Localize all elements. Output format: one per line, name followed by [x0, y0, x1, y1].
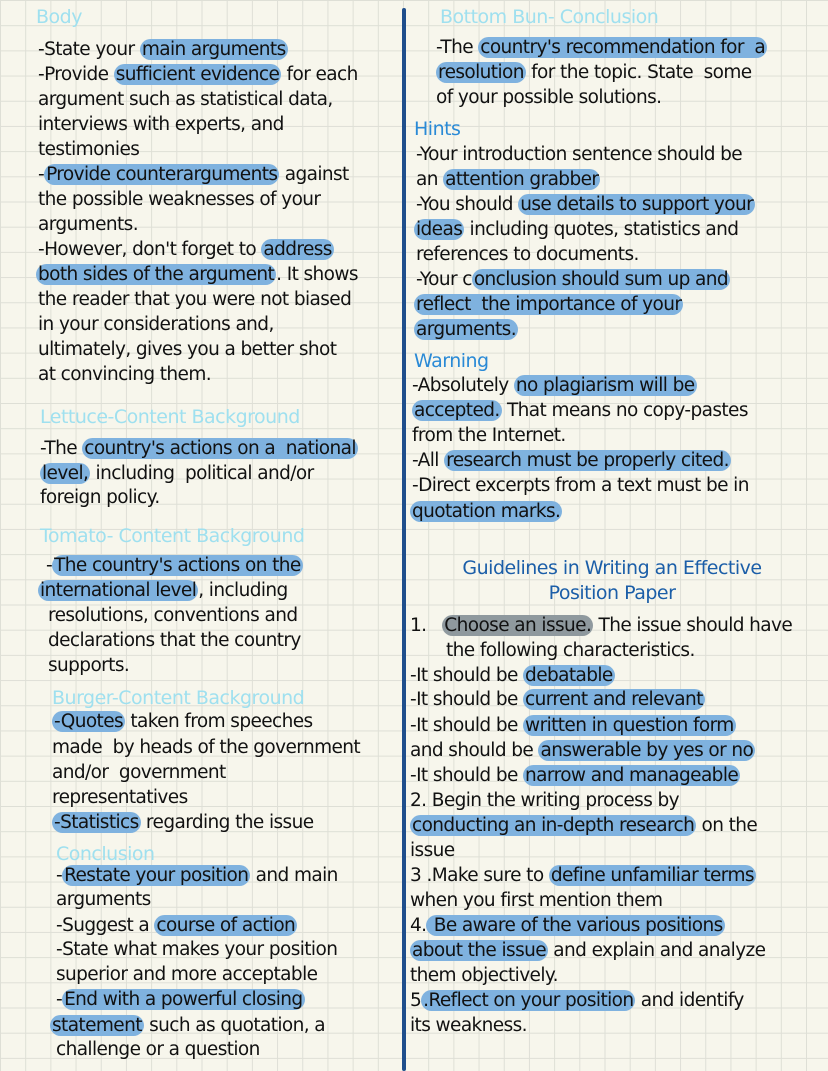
text-segment: -It should be: [410, 715, 524, 736]
highlighted-text: attention grabber: [445, 169, 599, 190]
text-segment: supports.: [48, 655, 130, 676]
text-segment: -Your introduction sentence should be: [416, 144, 743, 165]
text-segment: -: [46, 555, 53, 576]
note-line: [410, 964, 558, 988]
note-line: [40, 486, 160, 510]
note-line: [38, 579, 288, 603]
highlighted-text: onclusion should sum up and: [473, 269, 729, 290]
note-line: [52, 811, 313, 835]
text-segment: -You should: [416, 194, 519, 215]
note-line: [48, 629, 301, 653]
note-line: [412, 374, 697, 398]
highlighted-text: Provide counterarguments: [46, 164, 278, 185]
note-line: [56, 938, 337, 962]
note-line: [38, 63, 358, 87]
note-line: [52, 710, 313, 734]
note-line: [38, 113, 284, 137]
text-segment: on the: [696, 815, 758, 836]
highlighted-text: arguments.: [416, 319, 516, 340]
note-line: [38, 288, 351, 312]
page-title: Guidelines in Writing an Effective: [462, 557, 762, 579]
note-line: [436, 61, 752, 85]
note-line: [410, 500, 562, 524]
highlighted-text: reflect the importance of your: [416, 294, 682, 315]
note-line: [38, 138, 139, 162]
highlighted-text: main arguments: [141, 39, 286, 60]
highlighted-text: Choose an issue.: [444, 615, 592, 636]
text-segment: and should be: [410, 740, 539, 761]
text-segment: -Direct excerpts from a text must be in: [412, 475, 749, 496]
note-line: [446, 639, 695, 663]
note-line: [52, 736, 360, 760]
note-line: [56, 963, 317, 987]
text-segment: of your possible solutions.: [436, 87, 662, 108]
highlighted-text: narrow and manageable: [525, 765, 739, 786]
note-line: [436, 86, 661, 110]
note-line: [416, 168, 600, 192]
note-line: [36, 263, 358, 287]
text-segment: for each: [281, 64, 358, 85]
note-line: [412, 474, 749, 498]
text-segment: the reader that you were not biased: [38, 289, 352, 310]
note-line: [40, 437, 358, 461]
text-segment: references to documents.: [416, 244, 639, 265]
note-line: [410, 939, 765, 963]
highlighted-text: current and relevant: [525, 689, 703, 710]
text-segment: -Suggest a: [56, 915, 155, 936]
text-segment: -However, don't forget to: [38, 239, 262, 260]
page-title: Position Paper: [548, 582, 676, 604]
highlighted-text: -Statistics: [54, 812, 139, 833]
highlighted-text: -Quotes: [54, 711, 124, 732]
note-line: [436, 36, 767, 60]
highlighted-text: Restate your position: [64, 865, 249, 886]
text-segment: -The: [436, 37, 479, 58]
note-line: [410, 889, 662, 913]
section-heading-bottom-bun-conclusion: Bottom Bun- Conclusion: [440, 6, 659, 28]
text-segment: the possible weaknesses of your: [38, 189, 321, 210]
note-line: [410, 814, 757, 838]
text-segment: 4.: [410, 915, 427, 936]
highlighted-text: accepted.: [414, 400, 500, 421]
text-segment: -State your: [38, 39, 140, 60]
text-segment: including quotes, statistics and: [464, 219, 739, 240]
note-line: [412, 399, 748, 423]
text-segment: The issue should have: [593, 615, 793, 636]
highlighted-text: resolution: [438, 62, 524, 83]
text-segment: arguments.: [38, 214, 138, 235]
section-heading-warning: Warning: [414, 350, 489, 372]
note-line: [410, 1014, 527, 1038]
text-segment: 3 .Make sure to: [410, 865, 549, 886]
text-segment: its weakness.: [410, 1015, 527, 1036]
text-segment: at convincing them.: [38, 364, 212, 385]
section-heading-hints: Hints: [414, 118, 461, 140]
note-line: [410, 714, 736, 738]
highlighted-text: answerable by yes or no: [540, 740, 754, 761]
highlighted-text: define unfamiliar terms: [550, 865, 754, 886]
text-segment: , including: [198, 580, 288, 601]
section-heading-conclusion: Conclusion: [56, 843, 155, 865]
text-segment: such as quotation, a: [143, 1015, 326, 1036]
text-segment: and explain and analyze: [548, 940, 766, 961]
highlighted-text: no plagiarism will be: [515, 375, 695, 396]
note-line: [414, 318, 518, 342]
text-segment: issue: [410, 840, 455, 861]
text-segment: -Provide: [38, 64, 114, 85]
note-line: [416, 143, 742, 167]
column-divider: [402, 8, 406, 1071]
text-segment: and identify: [635, 990, 744, 1011]
note-line: [38, 363, 211, 387]
text-segment: 2. Begin the writing process by: [410, 790, 680, 811]
text-segment: argument such as statistical data,: [38, 89, 333, 110]
highlighted-text: .Reflect on your position: [423, 990, 634, 1011]
note-line: [410, 839, 455, 863]
text-segment: -All: [412, 450, 445, 471]
note-line: [38, 163, 349, 187]
highlighted-text: The country's actions on the: [54, 555, 301, 576]
text-segment: -It should be: [410, 765, 524, 786]
text-segment: 5: [410, 990, 422, 1011]
note-line: [38, 313, 274, 337]
text-segment: including political and/or: [90, 463, 314, 484]
note-line: [410, 614, 792, 638]
note-line: [412, 449, 731, 473]
highlighted-text: both sides of the argument: [38, 264, 275, 285]
note-line: [56, 1038, 260, 1062]
note-line: [40, 462, 314, 486]
highlighted-text: ideas: [416, 219, 463, 240]
note-line: [38, 188, 320, 212]
note-line: [414, 218, 738, 242]
text-segment: from the Internet.: [412, 425, 566, 446]
text-segment: superior and more acceptable: [56, 964, 318, 985]
text-segment: ultimately, gives you a better shot: [38, 339, 337, 360]
highlighted-text: Be aware of the various positions: [428, 915, 723, 936]
section-heading-body: Body: [36, 6, 82, 28]
text-segment: -: [56, 989, 63, 1010]
note-line: [52, 786, 188, 810]
note-line: [38, 38, 288, 62]
note-line: [410, 664, 615, 688]
section-heading-lettuce-content-background: Lettuce-Content Background: [40, 406, 300, 428]
note-line: [416, 193, 755, 217]
text-segment: -: [56, 865, 63, 886]
text-segment: -It should be: [410, 665, 524, 686]
highlighted-text: level,: [42, 463, 89, 484]
highlighted-text: debatable: [525, 665, 613, 686]
text-segment: when you first mention them: [410, 890, 663, 911]
note-line: [50, 1014, 325, 1038]
text-segment: resolutions, conventions and: [48, 605, 298, 626]
highlighted-text: use details to support your: [520, 194, 754, 215]
note-line: [416, 243, 639, 267]
highlighted-text: course of action: [156, 915, 296, 936]
note-line: [46, 554, 303, 578]
note-line: [416, 268, 730, 292]
note-line: [410, 864, 756, 888]
text-segment: against: [279, 164, 349, 185]
text-segment: 1.: [410, 615, 443, 636]
text-segment: them objectively.: [410, 965, 558, 986]
note-line: [56, 864, 338, 888]
note-line: [410, 789, 679, 813]
text-segment: taken from speeches: [125, 711, 313, 732]
highlighted-text: country's recommendation for a: [480, 37, 766, 58]
text-segment: regarding the issue: [140, 812, 314, 833]
text-segment: for the topic. State some: [525, 62, 752, 83]
highlighted-text: End with a powerful closing: [64, 989, 303, 1010]
note-line: [410, 688, 705, 712]
text-segment: . It shows: [276, 264, 358, 285]
text-segment: and main: [250, 865, 338, 886]
text-segment: -: [38, 164, 45, 185]
text-segment: -The: [40, 438, 83, 459]
note-line: [38, 213, 138, 237]
highlighted-text: international level: [40, 580, 197, 601]
highlighted-text: conducting an in-depth research: [412, 815, 695, 836]
text-segment: foreign policy.: [40, 487, 160, 508]
text-segment: and/or government: [52, 762, 226, 783]
highlighted-text: country's actions on a national: [84, 438, 356, 459]
text-segment: -State what makes your position: [56, 939, 338, 960]
note-line: [38, 338, 336, 362]
note-line: [56, 914, 297, 938]
highlighted-text: statement: [52, 1015, 142, 1036]
highlighted-text: written in question form: [525, 715, 734, 736]
text-segment: -Your c: [416, 269, 472, 290]
highlighted-text: address: [263, 239, 332, 260]
note-line: [414, 293, 683, 317]
note-line: [48, 654, 129, 678]
note-line: [52, 761, 226, 785]
note-line: [412, 424, 566, 448]
text-segment: representatives: [52, 787, 188, 808]
highlighted-text: about the issue: [412, 940, 547, 961]
note-line: [38, 88, 333, 112]
text-segment: challenge or a question: [56, 1039, 260, 1060]
note-line: [410, 739, 755, 763]
text-segment: arguments: [56, 889, 151, 910]
text-segment: an: [416, 169, 444, 190]
text-segment: in your considerations and,: [38, 314, 274, 335]
note-line: [410, 989, 744, 1013]
note-line: [410, 914, 725, 938]
highlighted-text: quotation marks.: [412, 501, 561, 522]
highlighted-text: sufficient evidence: [115, 64, 280, 85]
section-heading-burger-content-background: Burger-Content Background: [52, 687, 305, 709]
section-heading-tomato-content-background: Tomato- Content Background: [40, 525, 305, 547]
text-segment: -Absolutely: [412, 375, 514, 396]
note-line: [410, 764, 740, 788]
note-line: [56, 888, 151, 912]
text-segment: testimonies: [38, 139, 140, 160]
highlighted-text: research must be properly cited.: [446, 450, 729, 471]
note-line: [48, 604, 297, 628]
text-segment: the following characteristics.: [446, 640, 695, 661]
text-segment: -It should be: [410, 689, 524, 710]
note-line: [38, 238, 334, 262]
note-line: [56, 988, 305, 1012]
text-segment: made by heads of the government: [52, 737, 361, 758]
text-segment: That means no copy-pastes: [501, 400, 748, 421]
text-segment: interviews with experts, and: [38, 114, 284, 135]
text-segment: declarations that the country: [48, 630, 301, 651]
